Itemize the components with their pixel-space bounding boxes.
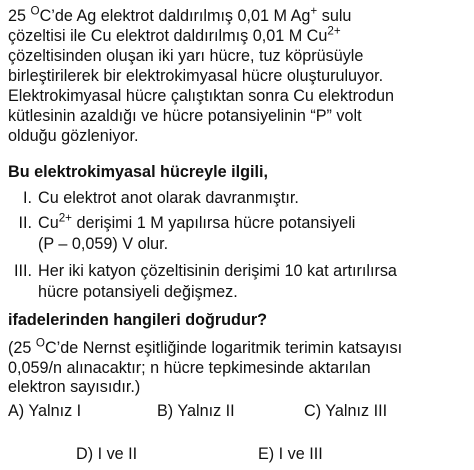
note-text: C’de Nernst eşitliğinde logaritmik terimin katsayısı	[44, 339, 403, 357]
note-line-1	[8, 338, 402, 358]
note-text: (25	[8, 339, 36, 357]
statement-text-part: Cu	[38, 214, 59, 232]
statements-heading: Bu elektrokimyasal hücreyle ilgili,	[8, 163, 269, 181]
option-c[interactable]: C) Yalnız III	[304, 402, 388, 420]
degree-superscript: O	[30, 4, 40, 18]
statement-numeral: I.	[23, 189, 32, 207]
charge-superscript: 2+	[327, 24, 341, 38]
statement-3	[4, 261, 470, 305]
stem-line-1	[8, 6, 470, 26]
statement-line: Her iki katyon çözeltisinin derişimi 10 kat artırılırsa	[38, 262, 397, 280]
stem-line-3: çözeltisinden oluşan iki yarı hücre, tuz köprüsüyle	[8, 47, 364, 65]
stem-text: çözeltisi ile Cu elektrot daldırılmış 0,01 M Cu	[8, 27, 328, 45]
option-d[interactable]: D) I ve II	[76, 445, 138, 463]
statement-numeral: III.	[14, 262, 32, 280]
note-line-3: elektron sayısıdır.)	[8, 378, 141, 396]
degree-superscript: O	[35, 336, 45, 350]
statement-line	[38, 213, 355, 234]
statement-text	[38, 213, 355, 255]
statement-line: Cu elektrot anot olarak davranmıştır.	[38, 189, 299, 207]
statement-1	[4, 188, 470, 210]
statement-text	[38, 261, 397, 303]
option-b[interactable]: B) Yalnız II	[157, 402, 235, 420]
charge-superscript: 2+	[58, 211, 72, 225]
stem-text: sulu	[317, 7, 352, 25]
option-a[interactable]: A) Yalnız I	[8, 402, 82, 420]
statement-line: hücre potansiyeli değişmez.	[38, 283, 238, 301]
option-e[interactable]: E) I ve III	[258, 445, 323, 463]
statement-text-part: derişimi 1 M yapılırsa hücre potansiyeli	[72, 214, 356, 232]
statement-2	[4, 213, 470, 257]
statement-numeral: II.	[18, 214, 32, 232]
question-prompt: ifadelerinden hangileri doğrudur?	[8, 311, 268, 329]
stem-line-7: olduğu gözleniyor.	[8, 127, 139, 145]
stem-line-5: Elektrokimyasal hücre çalıştıktan sonra Cu elektrodun	[8, 87, 394, 105]
statement-text	[38, 188, 299, 209]
stem-line-6: kütlesinin azaldığı ve hücre potansiyelinin “P” volt	[8, 107, 362, 125]
stem-line-2	[8, 26, 470, 46]
stem-text: C’de Ag elektrot daldırılmış 0,01 M Ag	[39, 7, 311, 25]
nernst-note	[8, 338, 402, 397]
question-stem	[8, 6, 470, 146]
note-line-2: 0,059/n alınacaktır; n hücre tepkimesinde aktarılan	[8, 358, 371, 377]
statement-line: (P – 0,059) V olur.	[38, 235, 169, 253]
charge-superscript: +	[310, 4, 318, 18]
stem-text: 25	[8, 7, 31, 25]
stem-line-4: birleştirilerek bir elektrokimyasal hücre oluşturuluyor.	[8, 67, 384, 85]
